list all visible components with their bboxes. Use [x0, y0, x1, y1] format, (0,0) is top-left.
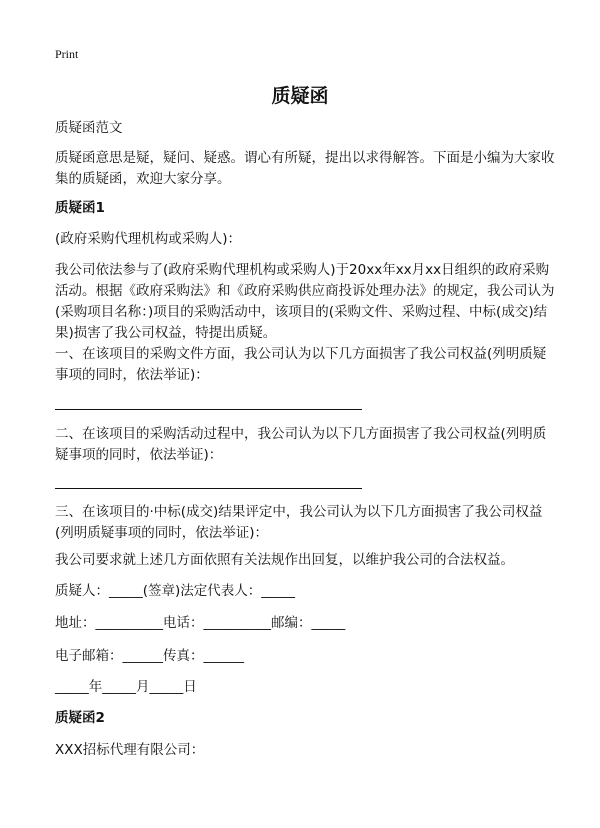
letter1-date-line: _____年_____月_____日 — [55, 679, 197, 695]
letter1-recipient: (政府采购代理机构或采购人)： — [55, 231, 242, 247]
answer-line-1 — [55, 409, 362, 410]
letter2-heading: 质疑函2 — [55, 710, 105, 726]
letter1-point3: 三、在该项目的·中标(成交)结果评定中，我公司认为以下几方面损害了我公司权益(列明质疑事项的同时，依法举证)： — [55, 504, 543, 541]
letter1-request: 我公司要求就上述几方面依照有关法规作出回复，以维护我公司的合法权益。 — [55, 552, 514, 568]
subtitle: 质疑函范文 — [55, 120, 123, 136]
intro-paragraph: 质疑函意思是疑，疑问、疑惑。谓心有所疑，提出以求得解答。下面是小编为大家收集的质疑函，欢迎大家分享。 — [55, 150, 555, 187]
letter1-signature-line: 质疑人：_____(签章)法定代表人：_____ — [55, 583, 296, 599]
answer-line-2 — [55, 488, 362, 489]
letter2-recipient: XXX招标代理有限公司： — [55, 742, 205, 758]
letter1-point1: 一、在该项目的采购文件方面，我公司认为以下几方面损害了我公司权益(列明质疑事项的同时，依法举证)： — [55, 346, 547, 383]
document-title: 质疑函 — [271, 85, 329, 107]
print-link[interactable]: Print — [55, 47, 79, 61]
letter1-address-line: 地址：__________电话：__________邮编：_____ — [55, 615, 346, 631]
letter1-point2: 二、在该项目的采购活动过程中，我公司认为以下几方面损害了我公司权益(列明质疑事项的同时，依法举证)： — [55, 426, 547, 463]
letter1-email-line: 电子邮箱：______传真：______ — [55, 648, 244, 664]
letter1-heading: 质疑函1 — [55, 200, 105, 216]
letter1-body: 我公司依法参与了(政府采购代理机构或采购人)于20xx年xx月xx日组织的政府采购活动。根据《政府采购法》和《政府采购供应商投诉处理办法》的规定，我公司认为(采购项目名称：)项目的采购活动中，该项目的(采购文件、采购过程、中标(成交)结果)损害了我公司权益，特提出质疑。 — [55, 262, 555, 341]
